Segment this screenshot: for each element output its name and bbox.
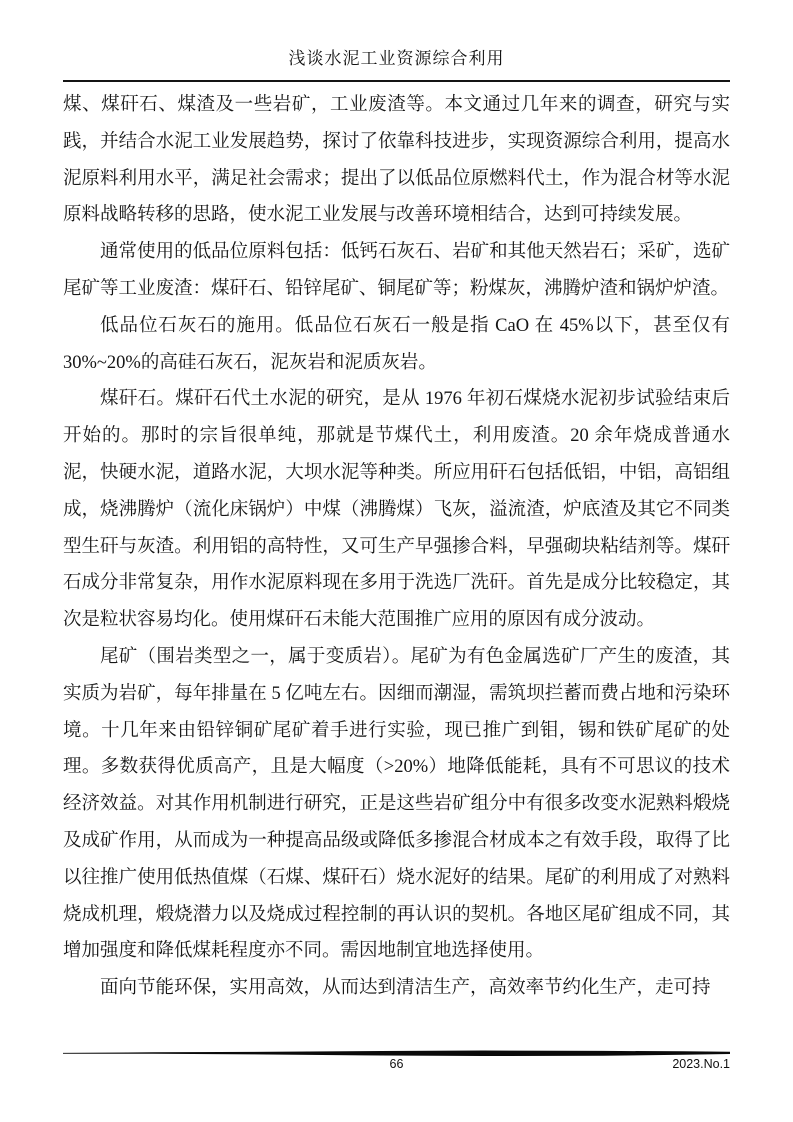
paragraph: 通常使用的低品位原料包括：低钙石灰石、岩矿和其他天然岩石；采矿，选矿尾矿等工业废渣：煤矸石、铅锌尾矿、铜尾矿等；粉煤灰，沸腾炉渣和锅炉炉渣。: [63, 242, 730, 299]
paragraph: 低品位石灰石的施用。低品位石灰石一般是指 CaO 在 45%以下，甚至仅有30%~20%的高硅石灰石，泥灰岩和泥质灰岩。: [63, 315, 730, 373]
page-footer: [63, 1057, 730, 1077]
paragraph: 尾矿（围岩类型之一，属于变质岩）。尾矿为有色金属选矿厂产生的废渣，其实质为岩矿，每年排量在 5 亿吨左右。因细而潮湿，需筑坝拦蓄而费占地和污染环境。十几年来由铅锌铜矿尾矿着手进行实验，现已推广到钼，锡和铁矿尾矿的处理。多数获得优质高产，且是大幅度（>20%）地降低能耗，具有不可思议的技术经济效益。对其作用机制进行研究，正是这些岩矿组分中有很多改变水泥熟料煅烧及成矿作用，从而成为一种提高品级或降低多掺混合材成本之有效手段，取得了比以往推广使用低热值煤（石煤、煤矸石）烧水泥好的结果。尾矿的利用成了对熟料烧成机理，煅烧潜力以及烧成过程控制的再认识的契机。各地区尾矿组成不同，其增加强度和降低煤耗程度亦不同。需因地制宜地选择使用。: [63, 646, 730, 962]
page-title: 浅谈水泥工业资源综合利用: [288, 49, 505, 68]
page-number: 66: [389, 1057, 404, 1071]
page-header: [63, 46, 730, 72]
paragraph: 面向节能环保，实用高效，从而达到清洁生产，高效率节约化生产，走可持: [100, 978, 711, 999]
document-body: [63, 87, 730, 1007]
header-rule: [63, 80, 730, 82]
issue-label: 2023.No.1: [672, 1057, 730, 1071]
paragraph: 煤、煤矸石、煤渣及一些岩矿，工业废渣等。本文通过几年来的调查，研究与实践，并结合水泥工业发展趋势，探讨了依靠科技进步，实现资源综合利用，提高水泥原料利用水平，满足社会需求；提出了以低品位原燃料代土，作为混合材等水泥原料战略转移的思路，使水泥工业发展与改善环境相结合，达到可持续发展。: [63, 95, 730, 226]
paragraph: 煤矸石。煤矸石代土水泥的研究，是从 1976 年初石煤烧水泥初步试验结束后开始的。那时的宗旨很单纯，那就是节煤代土，利用废渣。20 余年烧成普通水泥，快硬水泥，道路水泥，大坝水泥等种类。所应用矸石包括低铝，中铝，高铝组成，烧沸腾炉（流化床锅炉）中煤（沸腾煤）飞灰，溢流渣，炉底渣及其它不同类型生矸与灰渣。利用铝的高特性，又可生产早强掺合料，早强砌块粘结剂等。煤矸石成分非常复杂，用作水泥原料现在多用于洗选厂洗矸。首先是成分比较稳定，其次是粒状容易均化。使用煤矸石未能大范围推广应用的原因有成分波动。: [63, 389, 730, 631]
footer-rule: [63, 1049, 730, 1057]
